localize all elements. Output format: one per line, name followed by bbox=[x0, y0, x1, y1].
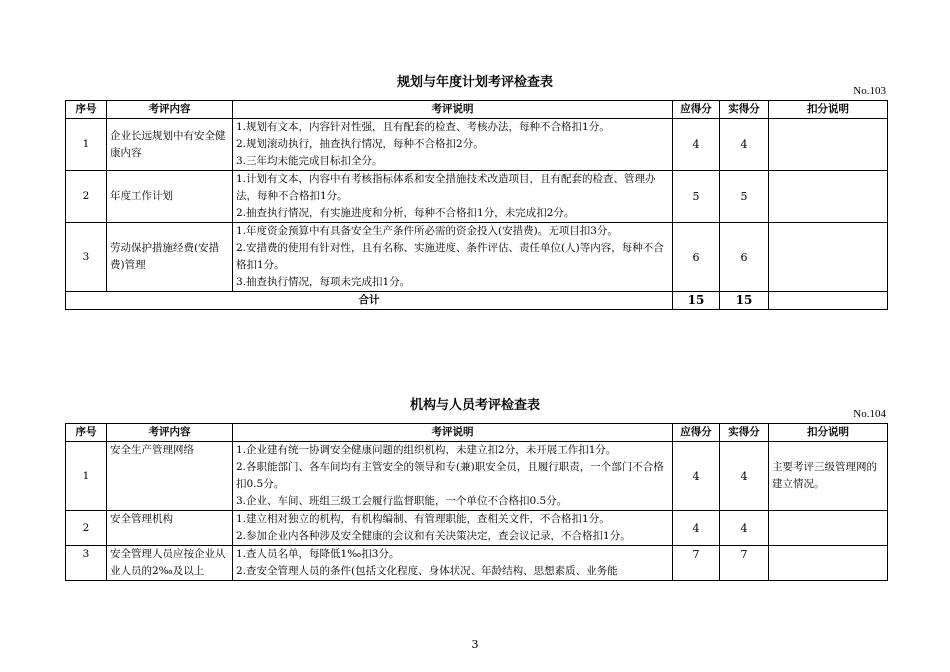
row-content: 劳动保护措施经费(安措费)管理 bbox=[107, 223, 233, 292]
table1-doc-number: No.103 bbox=[853, 85, 886, 97]
header-content: 考评内容 bbox=[107, 424, 233, 442]
row-actual-score: 4 bbox=[720, 119, 769, 171]
row-content: 安全管理机构 bbox=[107, 511, 233, 546]
row-due-score: 4 bbox=[673, 511, 720, 546]
total-actual-score: 15 bbox=[720, 292, 769, 310]
table-row bbox=[66, 442, 888, 511]
row-deduction-note bbox=[769, 223, 888, 292]
row-description bbox=[233, 546, 673, 581]
desc-line: 2.参加企业内各种涉及安全健康的会议和有关决策决定，查会议记录，不合格扣1分。 bbox=[236, 530, 631, 542]
desc-line: 1.年度资金预算中有具备安全生产条件所必需的资金投入(安措费)。无项目扣3分。 bbox=[236, 225, 618, 237]
table2-title: 机构与人员考评检查表 bbox=[409, 398, 540, 413]
table-row bbox=[66, 511, 888, 546]
row-actual-score: 6 bbox=[720, 223, 769, 292]
row-content: 安全生产管理网络 bbox=[107, 442, 233, 511]
desc-line: 2.各职能部门、各车间均有主管安全的领导和专(兼)职安全员，且履行职责，一个部门不合格扣0.5分。 bbox=[236, 461, 664, 490]
row-description bbox=[233, 511, 673, 546]
desc-line: 1.建立相对独立的机构，有机构编制、有管理职能，查相关文件，不合格扣1分。 bbox=[236, 513, 610, 525]
desc-line: 2.查安全管理人员的条件(包括文化程度、身体状况、年龄结构、思想素质、业务能 bbox=[236, 565, 618, 577]
table-row bbox=[66, 119, 888, 171]
row-due-score: 4 bbox=[673, 442, 720, 511]
header-due-score: 应得分 bbox=[673, 101, 720, 119]
total-note bbox=[769, 292, 888, 310]
header-due-score: 应得分 bbox=[673, 424, 720, 442]
row-index: 3 bbox=[66, 546, 107, 581]
table1-header-row bbox=[66, 101, 888, 119]
total-row bbox=[66, 292, 888, 310]
table2 bbox=[65, 423, 888, 581]
desc-line: 3.抽查执行情况，每项未完成扣1分。 bbox=[236, 276, 411, 288]
row-index: 2 bbox=[66, 171, 107, 223]
row-index: 2 bbox=[66, 511, 107, 546]
desc-line: 1.企业建有统一协调安全健康问题的组织机构，未建立扣2分，未开展工作扣1分。 bbox=[236, 444, 617, 456]
header-index: 序号 bbox=[66, 101, 107, 119]
row-actual-score: 5 bbox=[720, 171, 769, 223]
total-due-score: 15 bbox=[673, 292, 720, 310]
row-content: 企业长远规划中有安全健康内容 bbox=[107, 119, 233, 171]
header-description: 考评说明 bbox=[233, 101, 673, 119]
table-row bbox=[66, 546, 888, 581]
desc-line: 3.企业、车间、班组三级工会履行监督职能，一个单位不合格扣0.5分。 bbox=[236, 495, 568, 507]
row-deduction-note bbox=[769, 546, 888, 581]
row-deduction-note bbox=[769, 171, 888, 223]
row-actual-score: 4 bbox=[720, 442, 769, 511]
table1 bbox=[65, 100, 888, 310]
row-due-score: 7 bbox=[673, 546, 720, 581]
row-deduction-note bbox=[769, 511, 888, 546]
desc-line: 2.规划滚动执行，抽查执行情况，每种不合格扣2分。 bbox=[236, 138, 484, 150]
row-description bbox=[233, 119, 673, 171]
row-index: 1 bbox=[66, 442, 107, 511]
header-index: 序号 bbox=[66, 424, 107, 442]
table2-doc-number: No.104 bbox=[853, 408, 886, 420]
row-actual-score: 7 bbox=[720, 546, 769, 581]
desc-line: 1.查人员名单，每降低1‰扣3分。 bbox=[236, 548, 400, 560]
row-due-score: 4 bbox=[673, 119, 720, 171]
header-deduction-note: 扣分说明 bbox=[769, 424, 888, 442]
row-description bbox=[233, 442, 673, 511]
table2-header-row bbox=[66, 424, 888, 442]
desc-line: 2.抽查执行情况，有实施进度和分析，每种不合格扣1分，未完成扣2分。 bbox=[236, 207, 575, 219]
table-row bbox=[66, 171, 888, 223]
header-content: 考评内容 bbox=[107, 101, 233, 119]
desc-line: 2.安措费的使用有针对性，且有名称、实施进度、条件评估、责任单位(人)等内容，每种不合格扣1分。 bbox=[236, 242, 664, 271]
total-label: 合计 bbox=[66, 292, 673, 310]
desc-line: 1.规划有文本，内容针对性强，且有配套的检查、考核办法，每种不合格扣1分。 bbox=[236, 121, 610, 133]
table-row bbox=[66, 223, 888, 292]
row-due-score: 5 bbox=[673, 171, 720, 223]
row-deduction-note bbox=[769, 119, 888, 171]
page-number: 3 bbox=[471, 638, 479, 651]
row-due-score: 6 bbox=[673, 223, 720, 292]
row-content: 安全管理人员应按企业从业人员的2‰及以上 bbox=[107, 546, 233, 581]
row-actual-score: 4 bbox=[720, 511, 769, 546]
table1-title: 规划与年度计划考评检查表 bbox=[396, 75, 553, 90]
row-description bbox=[233, 223, 673, 292]
header-description: 考评说明 bbox=[233, 424, 673, 442]
row-index: 1 bbox=[66, 119, 107, 171]
desc-line: 3.三年均未能完成目标扣全分。 bbox=[236, 155, 383, 167]
row-index: 3 bbox=[66, 223, 107, 292]
header-deduction-note: 扣分说明 bbox=[769, 101, 888, 119]
header-actual-score: 实得分 bbox=[720, 424, 769, 442]
desc-line: 1.计划有文本，内容中有考核指标体系和安全措施技术改造项目，且有配套的检查、管理办法，每种不合格扣1分。 bbox=[236, 173, 656, 202]
header-actual-score: 实得分 bbox=[720, 101, 769, 119]
row-deduction-note: 主要考评三级管理网的建立情况。 bbox=[769, 442, 888, 511]
row-description bbox=[233, 171, 673, 223]
row-content: 年度工作计划 bbox=[107, 171, 233, 223]
